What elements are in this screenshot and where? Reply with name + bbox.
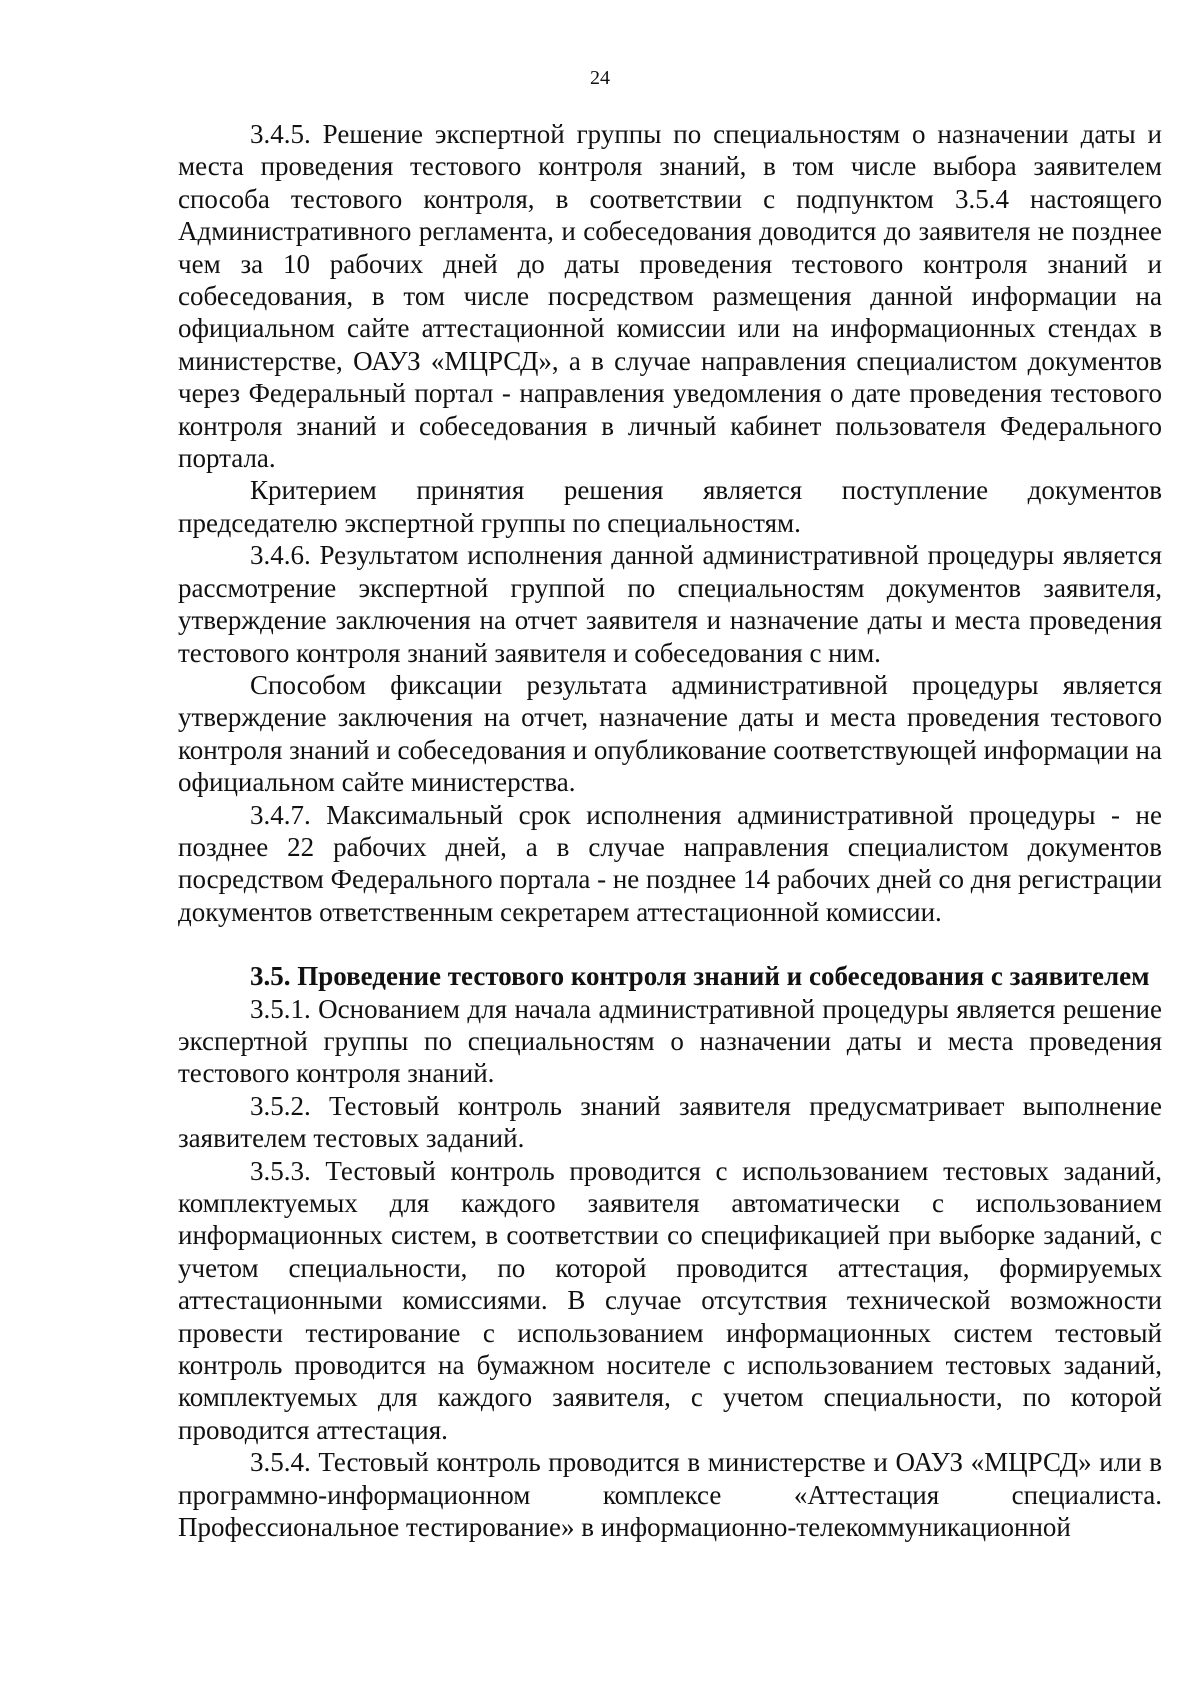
paragraph-3-5-4: 3.5.4. Тестовый контроль проводится в министерстве и ОАУЗ «МЦРСД» или в программно-информационном комплексе «Аттестация специалиста. Профессиональное тестирование» в информационно-телекоммуникационной xyxy=(178,1447,1162,1543)
document-body xyxy=(178,118,1162,1543)
paragraph-3-5-3: 3.5.3. Тестовый контроль проводится с использованием тестовых заданий, комплектуемых для каждого заявителя автоматически с использованием информационных систем, в соответствии со спецификацией при выборке заданий, с учетом специальности, по которой проводится аттестация, формируемых аттестационными комиссиями. В случае отсутствия технической возможности провести тестирование с использованием информационных систем тестовый контроль проводится на бумажном носителе с использованием тестовых заданий, комплектуемых для каждого заявителя, с учетом специальности, по которой проводится аттестация. xyxy=(178,1155,1162,1445)
paragraph-3-4-5: 3.4.5. Решение экспертной группы по специальностям о назначении даты и места проведения тестового контроля знаний, в том числе выбора заявителем способа тестового контроля, в соответствии с подпунктом 3.5.4 настоящего Административного регламента, и собеседования доводится до заявителя не позднее чем за 10 рабочих дней до даты проведения тестового контроля знаний и собеседования, в том числе посредством размещения данной информации на официальном сайте аттестационной комиссии или на информационных стендах в министерстве, ОАУЗ «МЦРСД», а в случае направления специалистом документов через Федеральный портал - направления уведомления о дате проведения тестового контроля знаний и собеседования в личный кабинет пользователя Федерального портала. xyxy=(178,119,1162,474)
paragraph-3-5-1: 3.5.1. Основанием для начала административной процедуры является решение экспертной группы по специальностям о назначении даты и места проведения тестового контроля знаний. xyxy=(178,993,1162,1089)
paragraph-criterion: Критерием принятия решения является поступление документов председателю экспертной группы по специальностям. xyxy=(178,475,1162,538)
section-spacer xyxy=(178,928,1162,960)
paragraph-fixation-method: Способом фиксации результата административной процедуры является утверждение заключения на отчет, назначение даты и места проведения тестового контроля знаний и собеседования и опубликование соответствующей информации на официальном сайте министерства. xyxy=(178,669,1162,798)
paragraph-3-5-2: 3.5.2. Тестовый контроль знаний заявителя предусматривает выполнение заявителем тестовых заданий. xyxy=(178,1090,1162,1154)
page-number: 24 xyxy=(590,67,610,89)
paragraph-3-4-7: 3.4.7. Максимальный срок исполнения административной процедуры - не позднее 22 рабочих дней, а в случае направления специалистом документов посредством Федерального портала - не позднее 14 рабочих дней со дня регистрации документов ответственным секретарем аттестационной комиссии. xyxy=(178,799,1162,927)
section-heading-3-5: 3.5. Проведение тестового контроля знаний и собеседования с заявителем xyxy=(250,961,1150,992)
paragraph-3-4-6: 3.4.6. Результатом исполнения данной административной процедуры является рассмотрение экспертной группой по специальностям документов заявителя, утверждение заключения на отчет заявителя и назначение даты и места проведения тестового контроля знаний заявителя и собеседования с ним. xyxy=(178,540,1162,668)
